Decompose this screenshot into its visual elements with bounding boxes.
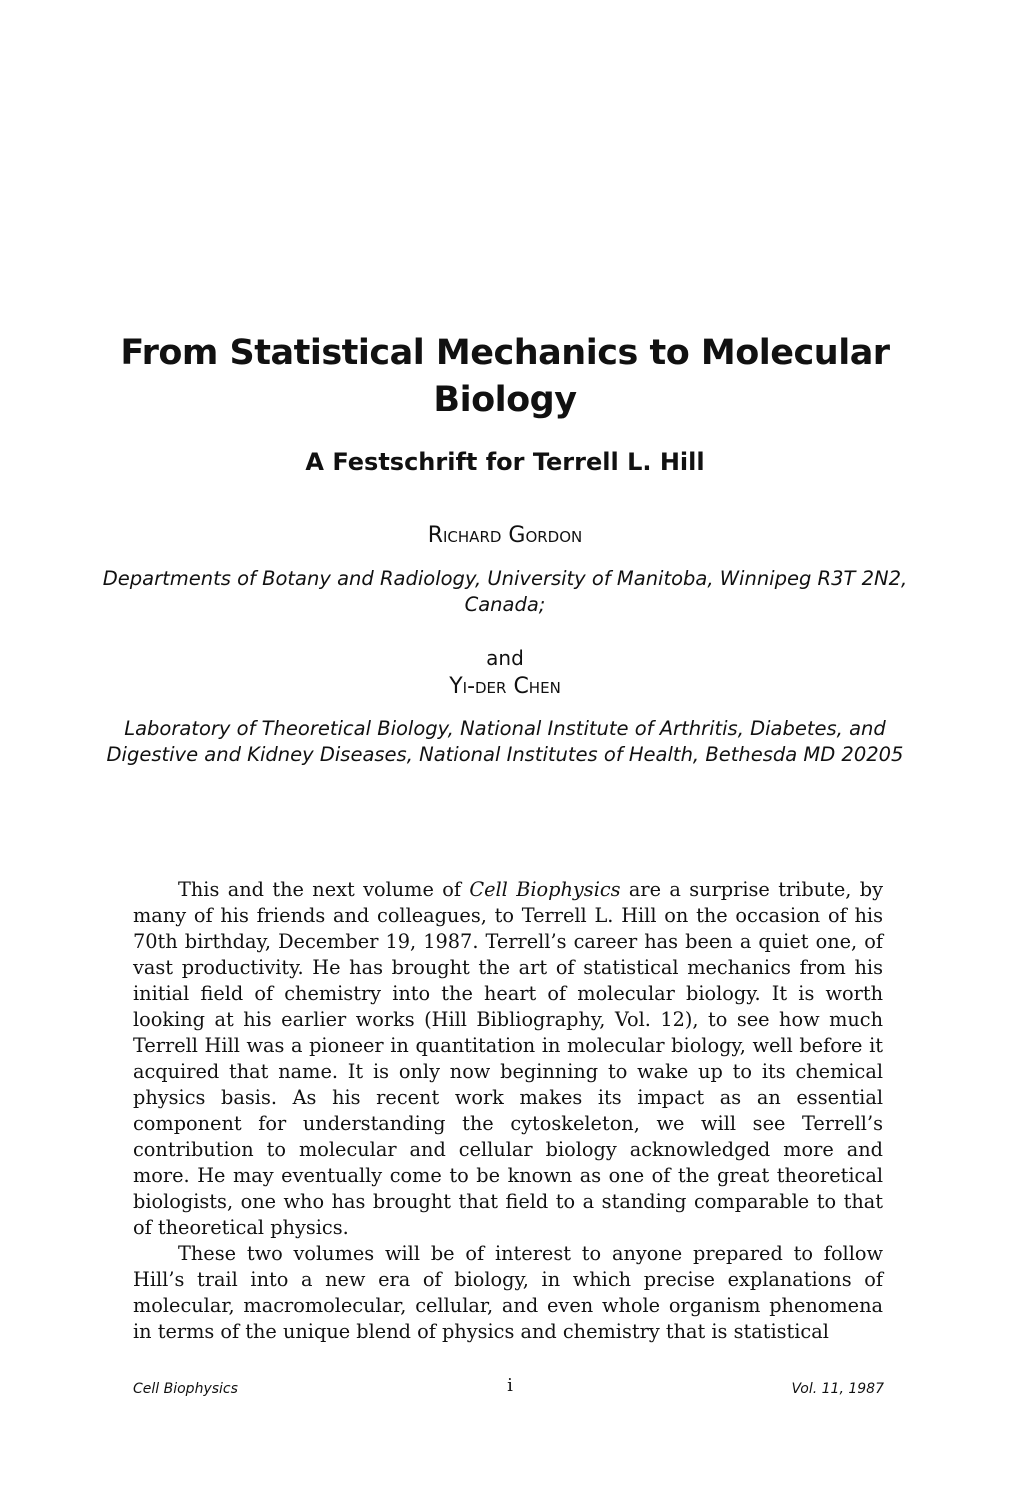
author-affiliation: Laboratory of Theoretical Biology, National Institute of Arthritis, Diabetes, and Digestive and Kidney Diseases, National Institutes of Health, Bethesda MD 20205 (106, 717, 904, 766)
author-name: Richard Gordon (427, 523, 583, 548)
footer-volume: Vol. 11, 1987 (791, 1381, 884, 1397)
paragraph-text: This and the next volume of (178, 878, 470, 901)
article-body (133, 877, 883, 1345)
author-conjunction: and (486, 646, 524, 670)
author-name: Yi-der Chen (449, 674, 561, 699)
journal-name: Cell Biophysics (469, 878, 621, 901)
article-subtitle: A Festschrift for Terrell L. Hill (305, 448, 705, 476)
body-paragraph: These two volumes will be of interest to anyone prepared to follow Hill’s trail into a new era of biology, in which precise explanations of molecular, macromolecular, cellular, and even whole organism phenomena in terms of the unique blend of physics and chemistry that is statistical (133, 1242, 883, 1343)
paragraph-text: are a surprise tribute, by many of his friends and colleagues, to Terrell L. Hill on the occasion of his 70th birthday, December 19, 1987. Terrell’s career has been a quiet one, of vast productivity. He has brought the art of statistical mechanics from his initial field of chemistry into the heart of molecular biology. It is worth looking at his earlier works (Hill Bibliography, Vol. 12), to see how much Terrell Hill was a pioneer in quantitation in molecular biology, well before it acquired that name. It is only now beginning to wake up to its chemical physics basis. As his recent work makes its impact as an essential component for understanding the cytoskeleton, we will see Terrell’s contribution to molecular and cellular biology acknowledged more and more. He may eventually come to be known as one of the great theoretical biologists, one who has brought that field to a standing comparable to that of theoretical physics. (133, 878, 883, 1239)
footer-journal: Cell Biophysics (133, 1381, 238, 1397)
author-affiliation: Departments of Botany and Radiology, University of Manitoba, Winnipeg R3T 2N2, Canada; (102, 567, 908, 616)
footer-page-number: i (507, 1375, 513, 1396)
body-paragraph (133, 877, 883, 1241)
article-title: From Statistical Mechanics to Molecular Biology (120, 333, 890, 420)
